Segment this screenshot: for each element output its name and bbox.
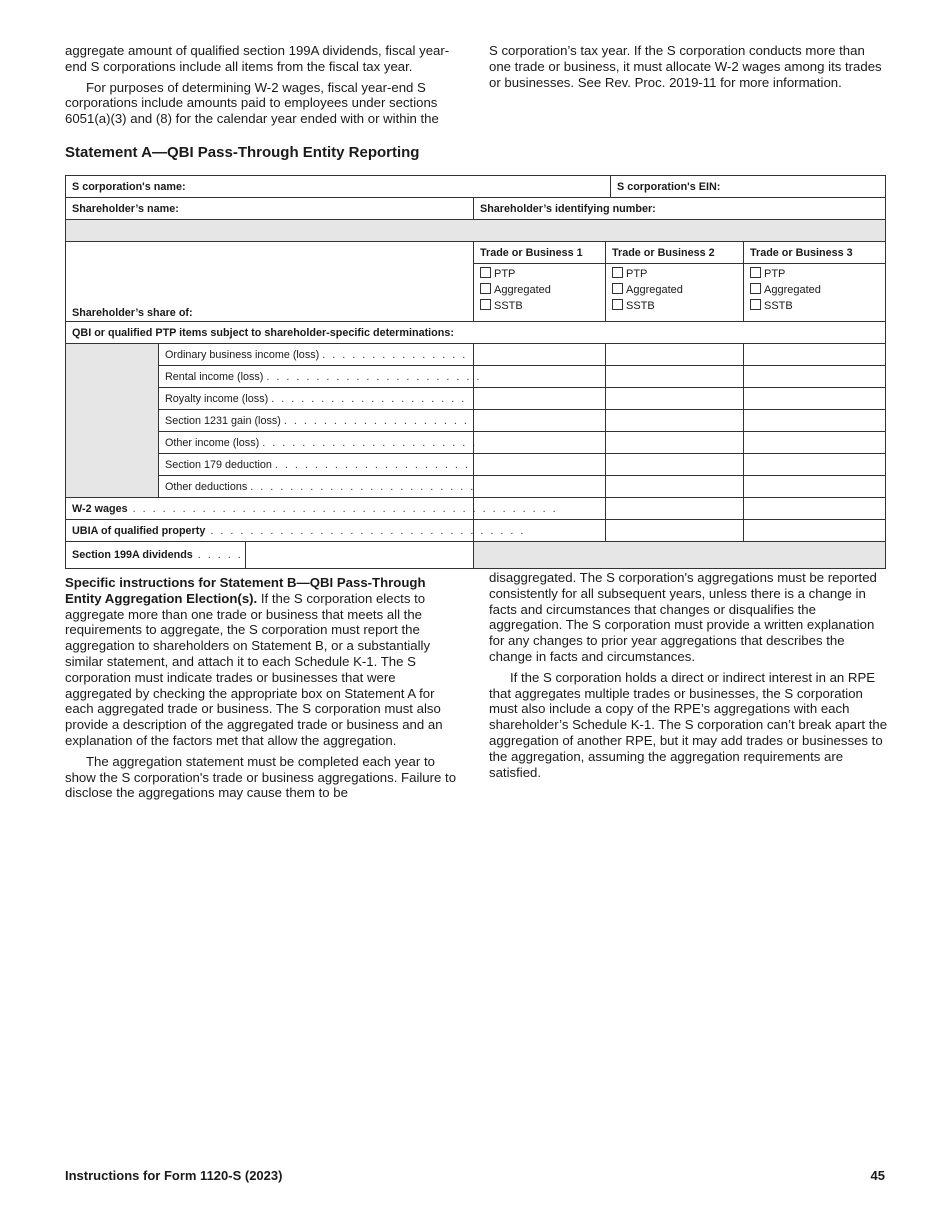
page-number: 45 bbox=[870, 1168, 885, 1183]
value-cell[interactable] bbox=[606, 410, 744, 432]
value-cell[interactable] bbox=[606, 498, 744, 520]
checkbox-label: PTP bbox=[626, 268, 648, 280]
value-cell[interactable] bbox=[474, 388, 606, 410]
item-label: Ordinary business income (loss) . . . . . . . . . . . . . . . bbox=[159, 344, 474, 366]
s-corp-ein-label: S corporation's EIN: bbox=[611, 176, 886, 198]
value-cell[interactable] bbox=[606, 432, 744, 454]
item-label: Royalty income (loss) . . . . . . . . . . . . . . . . . . . . bbox=[159, 388, 474, 410]
s-corp-name-label: S corporation's name: bbox=[66, 176, 611, 198]
value-cell[interactable] bbox=[744, 366, 886, 388]
value-cell[interactable] bbox=[744, 410, 886, 432]
item-label: Other income (loss) . . . . . . . . . . . . . . . . . . . . . . bbox=[159, 432, 474, 454]
statement-a-heading: Statement A—QBI Pass-Through Entity Reporting bbox=[65, 144, 420, 161]
paragraph: The aggregation statement must be completed each year to show the S corporation's trade or business aggregations. Failure to disclose the aggregations may cause them to be bbox=[65, 753, 457, 801]
value-cell[interactable] bbox=[606, 366, 744, 388]
aggregated-checkbox[interactable] bbox=[750, 283, 761, 294]
paragraph: For purposes of determining W-2 wages, fiscal year-end S corporations include amounts paid to employees under sections 6051(a)(3) and (8) for the calendar year ended with or within the bbox=[65, 79, 439, 127]
checkbox-label: SSTB bbox=[494, 300, 523, 312]
value-cell[interactable] bbox=[744, 432, 886, 454]
checkbox-label: SSTB bbox=[626, 300, 655, 312]
paragraph: If the S corporation holds a direct or indirect interest in an RPE that aggregates multiple trades or businesses, the S corporation must also include a copy of the RPE’s aggregations with each shareholder’s Schedule K-1. The S corporation can’t break apart the aggregation of another RPE, but it may add trades or businesses to the aggregation, assuming the aggregation requirements are satisfied. bbox=[489, 669, 888, 780]
shaded-block bbox=[66, 344, 159, 498]
value-cell[interactable] bbox=[246, 542, 474, 569]
checkbox-label: SSTB bbox=[764, 300, 793, 312]
checkbox-label: Aggregated bbox=[764, 284, 821, 296]
paragraph: S corporation’s tax year. If the S corporation conducts more than one trade or business, it must allocate W-2 wages among its trades or businesses. See Rev. Proc. 2019-11 for more information. bbox=[489, 43, 882, 90]
statement-a-table bbox=[65, 175, 886, 569]
value-cell[interactable] bbox=[606, 344, 744, 366]
top-right-column bbox=[489, 43, 889, 95]
value-cell[interactable] bbox=[744, 520, 886, 542]
aggregated-checkbox[interactable] bbox=[480, 283, 491, 294]
section-lead: Specific instructions for Statement B—QBI Pass-Through Entity Aggregation Election(s). bbox=[65, 575, 426, 606]
w2-wages-label: W-2 wages . . . . . . . . . . . . . . . . . . . . . . . . . . . . . . . . . . . . . . . . . . . bbox=[66, 498, 474, 520]
value-cell[interactable] bbox=[606, 476, 744, 498]
item-label: Rental income (loss) . . . . . . . . . . . . . . . . . . . . . . bbox=[159, 366, 474, 388]
qbi-heading: QBI or qualified PTP items subject to shareholder-specific determinations: bbox=[66, 322, 886, 344]
checkbox-label: Aggregated bbox=[494, 284, 551, 296]
section-199a-label: Section 199A dividends . . . . . bbox=[66, 542, 246, 569]
value-cell[interactable] bbox=[744, 476, 886, 498]
value-cell[interactable] bbox=[744, 498, 886, 520]
shaded-row bbox=[66, 220, 886, 242]
shareholder-name-label: Shareholder’s name: bbox=[66, 198, 474, 220]
trade-header-2: Trade or Business 2 bbox=[606, 242, 744, 264]
value-cell[interactable] bbox=[474, 410, 606, 432]
checkbox-label: PTP bbox=[494, 268, 516, 280]
checkbox-label: Aggregated bbox=[626, 284, 683, 296]
shaded-cell bbox=[474, 542, 886, 569]
ptp-checkbox[interactable] bbox=[612, 267, 623, 278]
bottom-right-column bbox=[489, 570, 889, 785]
trade-header-3: Trade or Business 3 bbox=[744, 242, 886, 264]
value-cell[interactable] bbox=[606, 388, 744, 410]
ptp-checkbox[interactable] bbox=[750, 267, 761, 278]
item-label: Section 1231 gain (loss) . . . . . . . . . . . . . . . . . . . bbox=[159, 410, 474, 432]
sstb-checkbox[interactable] bbox=[750, 299, 761, 310]
item-label: Other deductions . . . . . . . . . . . . . . . . . . . . . . . bbox=[159, 476, 474, 498]
sstb-checkbox[interactable] bbox=[480, 299, 491, 310]
paragraph: Specific instructions for Statement B—QBI Pass-Through Entity Aggregation Election(s). If the S corporation elects to aggregate more than one trade or business that meets all the requirements to aggregate, the S corporation must report the aggregation to shareholders on Statement B, or a substantially similar statement, and attach it to each Schedule K-1. The S corporation must indicate trades or businesses that were aggregated by checking the appropriate box on Statement A for each aggregated trade or business. The S corporation must also provide a description of the aggregated trade or business and an explanation of the factors met that allow the aggregation. bbox=[65, 575, 443, 748]
paragraph: disaggregated. The S corporation's aggregations must be reported consistently for all subsequent years, unless there is a change in facts and circumstances that changes or disqualifies the aggregation. The S corporation must provide a written explanation for any changes to prior year aggregations that describes the change in facts and circumstances. bbox=[489, 570, 877, 664]
aggregated-checkbox[interactable] bbox=[612, 283, 623, 294]
sstb-checkbox[interactable] bbox=[612, 299, 623, 310]
value-cell[interactable] bbox=[474, 454, 606, 476]
checkbox-label: PTP bbox=[764, 268, 786, 280]
value-cell[interactable] bbox=[474, 432, 606, 454]
trade-checkboxes-2 bbox=[606, 264, 744, 322]
item-label: Section 179 deduction . . . . . . . . . . . . . . . . . . . . bbox=[159, 454, 474, 476]
value-cell[interactable] bbox=[606, 520, 744, 542]
bottom-left-column bbox=[65, 575, 465, 806]
paragraph: aggregate amount of qualified section 199A dividends, fiscal year-end S corporations include all items from the fiscal tax year. bbox=[65, 43, 450, 74]
trade-checkboxes-1 bbox=[474, 264, 606, 322]
value-cell[interactable] bbox=[744, 344, 886, 366]
trade-checkboxes-3 bbox=[744, 264, 886, 322]
value-cell[interactable] bbox=[606, 454, 744, 476]
value-cell[interactable] bbox=[474, 344, 606, 366]
value-cell[interactable] bbox=[474, 366, 606, 388]
shareholder-share-label: Shareholder’s share of: bbox=[66, 242, 474, 322]
ptp-checkbox[interactable] bbox=[480, 267, 491, 278]
ubia-label: UBIA of qualified property . . . . . . . . . . . . . . . . . . . . . . . . . . . . . . . . bbox=[66, 520, 474, 542]
top-left-column bbox=[65, 43, 465, 132]
trade-header-1: Trade or Business 1 bbox=[474, 242, 606, 264]
value-cell[interactable] bbox=[744, 454, 886, 476]
shareholder-id-label: Shareholder’s identifying number: bbox=[474, 198, 886, 220]
value-cell[interactable] bbox=[744, 388, 886, 410]
footer-title: Instructions for Form 1120-S (2023) bbox=[65, 1168, 283, 1183]
value-cell[interactable] bbox=[474, 476, 606, 498]
